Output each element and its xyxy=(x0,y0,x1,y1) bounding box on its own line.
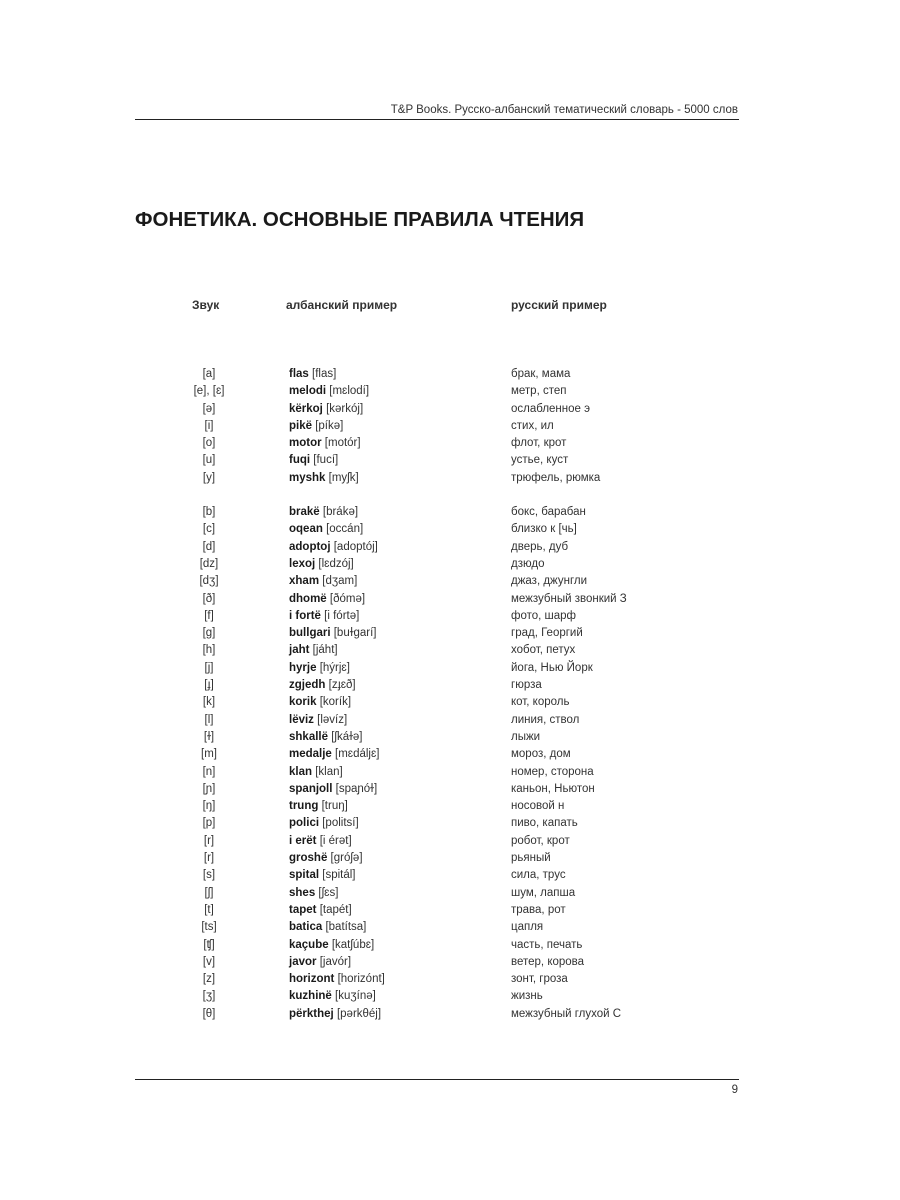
albanian-example xyxy=(289,625,377,642)
albanian-transcription: [ʃkáɫə] xyxy=(331,730,363,743)
albanian-word: flas xyxy=(289,368,309,380)
table-row xyxy=(0,919,900,936)
albanian-example xyxy=(289,435,361,452)
albanian-transcription: [pərkθéj] xyxy=(336,1007,382,1020)
table-row xyxy=(0,625,900,642)
header-rule xyxy=(135,119,739,120)
albanian-example xyxy=(289,971,385,988)
sound-symbol: [p] xyxy=(202,817,216,830)
sound-symbol: [ʒ] xyxy=(202,990,216,1003)
russian-example: зонт, гроза xyxy=(511,973,568,986)
table-row xyxy=(0,383,900,400)
russian-example: ветер, корова xyxy=(511,955,585,968)
russian-example: град, Георгий xyxy=(511,627,583,640)
albanian-example xyxy=(289,764,343,781)
albanian-word: brakë xyxy=(289,506,320,519)
russian-example: бокс, барабан xyxy=(511,506,586,519)
sound-symbol: [ʧ] xyxy=(203,938,215,951)
albanian-example xyxy=(289,988,376,1005)
albanian-word: klan xyxy=(289,765,313,778)
albanian-transcription: [kərkój] xyxy=(326,402,364,415)
russian-example: йога, Нью Йорк xyxy=(511,661,593,674)
table-row xyxy=(0,608,900,625)
albanian-example xyxy=(289,867,356,884)
albanian-example xyxy=(289,470,359,487)
sound-symbol: [ɲ] xyxy=(202,782,216,795)
albanian-word: shes xyxy=(289,886,316,899)
albanian-example xyxy=(289,383,369,400)
albanian-transcription: [zɟɛð] xyxy=(328,679,356,692)
sound-symbol: [j] xyxy=(204,661,214,674)
albanian-example xyxy=(289,919,366,936)
albanian-word: groshë xyxy=(289,852,328,865)
sound-symbol: [s] xyxy=(202,869,216,882)
albanian-example xyxy=(289,642,338,659)
albanian-word: batica xyxy=(289,921,323,934)
sound-symbol: [ɟ] xyxy=(204,679,214,692)
albanian-word: lëviz xyxy=(289,713,314,726)
albanian-word: kaçube xyxy=(289,938,329,951)
russian-example: трава, рот xyxy=(511,903,566,916)
albanian-word: adoptoj xyxy=(289,540,331,553)
albanian-word: motor xyxy=(289,437,322,450)
russian-example: межзубный звонкий З xyxy=(511,592,627,605)
russian-example: дзюдо xyxy=(511,557,545,570)
russian-example: лыжи xyxy=(511,730,541,743)
russian-example: мороз, дом xyxy=(511,748,571,761)
albanian-word: horizont xyxy=(289,973,335,986)
albanian-word: përkthej xyxy=(289,1007,334,1020)
table-row xyxy=(0,764,900,781)
table-row xyxy=(0,366,900,383)
sound-symbol: [y] xyxy=(202,471,216,484)
albanian-word: trung xyxy=(289,800,319,813)
albanian-transcription: [korík] xyxy=(319,696,352,709)
table-row xyxy=(0,452,900,469)
albanian-example xyxy=(289,608,359,625)
albanian-example xyxy=(289,694,351,711)
russian-example: флот, крот xyxy=(511,437,567,450)
russian-example: цапля xyxy=(511,921,544,934)
albanian-transcription: [lɛdzój] xyxy=(318,557,354,570)
table-row xyxy=(0,971,900,988)
albanian-example xyxy=(289,833,352,850)
albanian-example xyxy=(289,556,354,573)
russian-example: метр, степ xyxy=(511,385,567,398)
albanian-transcription: [hýrjɛ] xyxy=(319,661,350,674)
table-row xyxy=(0,954,900,971)
albanian-example xyxy=(289,746,379,763)
russian-example: линия, ствол xyxy=(511,713,580,726)
russian-example: робот, крот xyxy=(511,834,570,847)
albanian-transcription: [fucí] xyxy=(313,454,339,467)
column-header-sound: Звук xyxy=(192,298,220,312)
table-row xyxy=(0,937,900,954)
russian-example: каньон, Ньютон xyxy=(511,782,595,795)
table-row xyxy=(0,642,900,659)
table-row xyxy=(0,539,900,556)
russian-example: сила, трус xyxy=(511,869,566,882)
table-row xyxy=(0,591,900,608)
russian-example: часть, печать xyxy=(511,938,583,951)
albanian-word: spanjoll xyxy=(289,782,333,795)
footer-rule xyxy=(135,1079,739,1080)
albanian-word: pikë xyxy=(289,419,313,432)
albanian-word: medalje xyxy=(289,748,332,761)
albanian-transcription: [píkə] xyxy=(315,419,344,432)
albanian-word: polici xyxy=(289,817,320,830)
table-row xyxy=(0,418,900,435)
sound-symbol: [m] xyxy=(201,748,217,761)
albanian-word: spital xyxy=(289,869,320,882)
albanian-example xyxy=(289,452,338,469)
albanian-transcription: [occán] xyxy=(326,523,364,536)
table-row xyxy=(0,694,900,711)
sound-symbol: [d] xyxy=(202,540,216,553)
table-row xyxy=(0,902,900,919)
albanian-transcription: [kuʒínə] xyxy=(335,990,376,1003)
albanian-transcription: [myʃk] xyxy=(328,471,359,484)
albanian-transcription: [dʒam] xyxy=(322,575,358,588)
albanian-transcription: [gróʃə] xyxy=(330,852,363,865)
albanian-word: oqean xyxy=(289,523,323,536)
russian-example: рьяный xyxy=(511,852,551,865)
albanian-example xyxy=(289,954,351,971)
albanian-example xyxy=(289,591,365,608)
albanian-word: jaht xyxy=(289,644,310,657)
albanian-transcription: [spaɲóɫ] xyxy=(335,782,378,795)
albanian-transcription: [i fórtə] xyxy=(324,609,360,622)
albanian-word: kuzhinë xyxy=(289,990,332,1003)
albanian-example xyxy=(289,660,350,677)
albanian-transcription: [tapét] xyxy=(319,903,352,916)
sound-symbol: [ts] xyxy=(201,921,217,934)
table-row xyxy=(0,850,900,867)
sound-symbol: [v] xyxy=(202,955,216,968)
table-row xyxy=(0,815,900,832)
table-row xyxy=(0,521,900,538)
albanian-word: hyrje xyxy=(289,661,317,674)
albanian-transcription: [brákə] xyxy=(322,506,359,519)
sound-symbol: [ŋ] xyxy=(202,800,216,813)
sound-symbol: [ə] xyxy=(202,402,216,415)
sound-symbol: [θ] xyxy=(202,1007,216,1020)
sound-symbol: [b] xyxy=(202,506,216,519)
albanian-transcription: [mɛdáljɛ] xyxy=(335,748,380,761)
table-row xyxy=(0,746,900,763)
table-row xyxy=(0,677,900,694)
sound-symbol: [k] xyxy=(202,696,216,709)
table-row xyxy=(0,781,900,798)
sound-symbol: [i] xyxy=(204,419,214,432)
russian-example: близко к [чь] xyxy=(511,523,577,536)
albanian-example xyxy=(289,885,338,902)
albanian-transcription: [katʃúbɛ] xyxy=(331,938,375,951)
albanian-example xyxy=(289,815,359,832)
sound-symbol: [r] xyxy=(203,852,215,865)
albanian-word: kërkoj xyxy=(289,402,323,415)
russian-example: кот, король xyxy=(511,696,570,709)
table-row xyxy=(0,660,900,677)
sound-symbol: [e], [ɛ] xyxy=(193,385,225,398)
sound-symbol: [t] xyxy=(204,903,214,916)
russian-example: шум, лапша xyxy=(511,886,576,899)
table-row xyxy=(0,1006,900,1023)
albanian-transcription: [horizónt] xyxy=(337,973,385,986)
albanian-transcription: [javór] xyxy=(319,955,352,968)
sound-symbol: [g] xyxy=(202,627,216,640)
albanian-word: tapet xyxy=(289,903,317,916)
albanian-word: zgjedh xyxy=(289,679,326,692)
albanian-word: xham xyxy=(289,575,320,588)
albanian-transcription: [politsí] xyxy=(322,817,359,830)
russian-example: номер, сторона xyxy=(511,765,594,778)
albanian-transcription: [jáht] xyxy=(312,644,338,657)
russian-example: дверь, дуб xyxy=(511,540,569,553)
albanian-transcription: [spitál] xyxy=(322,869,356,882)
albanian-transcription: [klan] xyxy=(315,765,343,778)
russian-example: гюрза xyxy=(511,679,542,692)
russian-example: устье, куст xyxy=(511,454,569,467)
column-header-albanian: албанский пример xyxy=(286,298,398,312)
albanian-word: myshk xyxy=(289,471,326,484)
albanian-example xyxy=(289,902,352,919)
albanian-example xyxy=(289,677,356,694)
table-row xyxy=(0,988,900,1005)
table-row xyxy=(0,470,900,487)
sound-symbol: [n] xyxy=(202,765,216,778)
russian-example: брак, мама xyxy=(511,368,571,380)
albanian-example xyxy=(289,937,374,954)
albanian-example xyxy=(289,366,336,383)
albanian-example xyxy=(289,798,348,815)
albanian-transcription: [adoptój] xyxy=(333,540,378,553)
russian-example: носовой н xyxy=(511,800,565,813)
table-row xyxy=(0,798,900,815)
albanian-example xyxy=(289,418,343,435)
albanian-transcription: [ʃɛs] xyxy=(318,886,339,899)
albanian-example xyxy=(289,1006,381,1023)
albanian-transcription: [i érət] xyxy=(319,834,352,847)
table-row xyxy=(0,573,900,590)
table-row xyxy=(0,504,900,521)
albanian-word: lexoj xyxy=(289,557,316,570)
table-row xyxy=(0,556,900,573)
albanian-example xyxy=(289,504,358,521)
phonetics-table xyxy=(0,366,900,1023)
russian-example: пиво, капать xyxy=(511,817,578,830)
sound-symbol: [l] xyxy=(204,713,214,726)
sound-symbol: [ð] xyxy=(202,592,216,605)
sound-symbol: [z] xyxy=(202,973,216,986)
sound-symbol: [a] xyxy=(202,368,216,380)
sound-symbol: [h] xyxy=(202,644,216,657)
albanian-transcription: [motór] xyxy=(324,437,361,450)
sound-symbol: [dʒ] xyxy=(199,575,219,588)
sound-symbol: [dz] xyxy=(199,557,219,570)
albanian-word: dhomë xyxy=(289,592,327,605)
page-number: 9 xyxy=(731,1084,738,1096)
table-row xyxy=(0,401,900,418)
sound-symbol: [ʃ] xyxy=(204,886,214,899)
albanian-word: shkallë xyxy=(289,730,328,743)
albanian-example xyxy=(289,521,363,538)
sound-symbol: [u] xyxy=(202,454,216,467)
albanian-word: javor xyxy=(289,955,317,968)
russian-example: стих, ил xyxy=(511,419,554,432)
sound-symbol: [o] xyxy=(202,437,216,450)
sound-symbol: [ɫ] xyxy=(203,730,215,743)
albanian-word: i fortë xyxy=(289,609,321,622)
table-row xyxy=(0,885,900,902)
russian-example: трюфель, рюмка xyxy=(511,471,601,484)
albanian-example xyxy=(289,729,362,746)
sound-symbol: [r] xyxy=(203,834,215,847)
russian-example: хобот, петух xyxy=(511,644,576,657)
sound-symbol: [f] xyxy=(204,609,214,622)
albanian-word: i erët xyxy=(289,834,317,847)
albanian-example xyxy=(289,539,378,556)
albanian-word: bullgari xyxy=(289,627,331,640)
sound-symbol: [c] xyxy=(202,523,216,536)
albanian-word: melodi xyxy=(289,385,327,398)
table-row xyxy=(0,712,900,729)
russian-example: ослабленное э xyxy=(511,402,590,415)
albanian-transcription: [batítsa] xyxy=(325,921,367,934)
table-row xyxy=(0,833,900,850)
column-header-russian: русский пример xyxy=(511,298,607,312)
albanian-transcription: [ləvíz] xyxy=(317,713,348,726)
albanian-example xyxy=(289,712,347,729)
albanian-example xyxy=(289,850,363,867)
russian-example: межзубный глухой С xyxy=(511,1007,622,1020)
albanian-transcription: [flas] xyxy=(312,368,337,380)
albanian-transcription: [truŋ] xyxy=(321,800,348,813)
albanian-word: korik xyxy=(289,696,317,709)
running-header: T&P Books. Русско-албанский тематический словарь - 5000 слов xyxy=(390,104,738,116)
albanian-example xyxy=(289,781,377,798)
table-row xyxy=(0,435,900,452)
albanian-example xyxy=(289,573,357,590)
table-row xyxy=(0,729,900,746)
russian-example: фото, шарф xyxy=(511,609,577,622)
albanian-transcription: [mɛlodí] xyxy=(329,385,370,398)
russian-example: жизнь xyxy=(511,990,543,1003)
albanian-example xyxy=(289,401,363,418)
russian-example: джаз, джунгли xyxy=(511,575,588,588)
albanian-word: fuqi xyxy=(289,454,311,467)
page-title: ФОНЕТИКА. ОСНОВНЫЕ ПРАВИЛА ЧТЕНИЯ xyxy=(135,208,585,231)
albanian-transcription: [ðómə] xyxy=(329,592,366,605)
albanian-transcription: [buɫgarí] xyxy=(333,627,377,640)
table-row xyxy=(0,867,900,884)
